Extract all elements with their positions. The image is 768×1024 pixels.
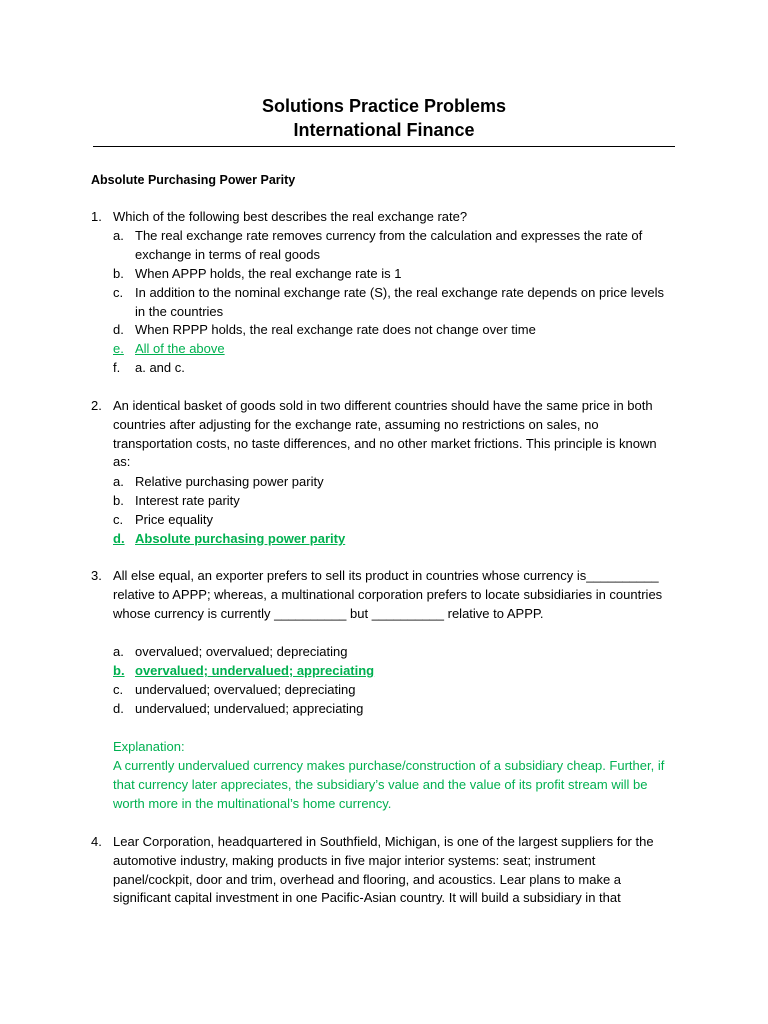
section-heading: Absolute Purchasing Power Parity [91,173,296,187]
question-text: An identical basket of goods sold in two different countries should have the same price in both countries after adjusting for the exchange rate, assuming no restrictions on sales, no transportation costs, no taste differences, and no other market frictions. This principle is known as: [113,398,657,470]
option-text: undervalued; overvalued; depreciating [135,682,356,697]
question-text: Lear Corporation, headquartered in Southfield, Michigan, is one of the largest suppliers for the automotive industry, making products in five major interior systems: seat; instrument panel/cockpit, door and trim, overhead and flooring, and acoustics. Lear plans to make a significant capital investment in one Pacific-Asian country. It will build a subsidiary in that [113,834,654,906]
option-text: When RPPP holds, the real exchange rate does not change over time [135,322,536,337]
explanation-text: A currently undervalued currency makes purchase/construction of a subsidiary cheap. Further, if that currency later appreciates, the subsidiary’s value and the value of its profit stream will be worth more in the multinational’s home currency. [113,758,665,811]
question-number: 1. [91,209,102,224]
title-line-1: Solutions Practice Problems [261,96,507,116]
option-text: Relative purchasing power parity [135,474,324,489]
title-line-2: International Finance [293,120,475,140]
question-text: Which of the following best describes the real exchange rate? [113,209,468,224]
option-text: overvalued; overvalued; depreciating [135,644,348,659]
question-text: All else equal, an exporter prefers to sell its product in countries whose currency is__________ relative to APPP; whereas, a multinational corporation prefers to locate subsidiaries in countries whose currency is currently __________ but __________ relative to APPP. [113,568,663,621]
option-letter: c. [113,512,124,527]
option-text: In addition to the nominal exchange rate (S), the real exchange rate depends on price levels in the countries [135,285,665,319]
option-text: a. and c. [135,360,185,375]
option-text: Price equality [135,512,214,527]
option-letter: c. [113,285,124,300]
option-text: undervalued; undervalued; appreciating [135,701,364,716]
option-text: All of the above [135,341,225,356]
option-letter: a. [113,644,124,659]
option-text: Absolute purchasing power parity [135,531,346,546]
question-number: 4. [91,834,102,849]
question-number: 3. [91,568,102,583]
question-number: 2. [91,398,102,413]
option-letter: b. [113,663,125,678]
option-text: overvalued; undervalued; appreciating [135,663,375,678]
option-text: The real exchange rate removes currency from the calculation and expresses the rate of exchange in terms of real goods [135,228,643,262]
option-text: Interest rate parity [135,493,240,508]
explanation-label: Explanation: [113,739,185,754]
option-letter: a. [113,474,124,489]
title-divider [93,146,675,147]
option-letter: d. [113,531,125,546]
option-letter: d. [113,322,124,337]
option-letter: e. [113,341,124,356]
option-text: When APPP holds, the real exchange rate is 1 [135,266,402,281]
option-letter: f. [113,360,121,375]
option-letter: b. [113,493,124,508]
option-letter: d. [113,701,124,716]
option-letter: b. [113,266,124,281]
option-letter: c. [113,682,124,697]
option-letter: a. [113,228,124,243]
